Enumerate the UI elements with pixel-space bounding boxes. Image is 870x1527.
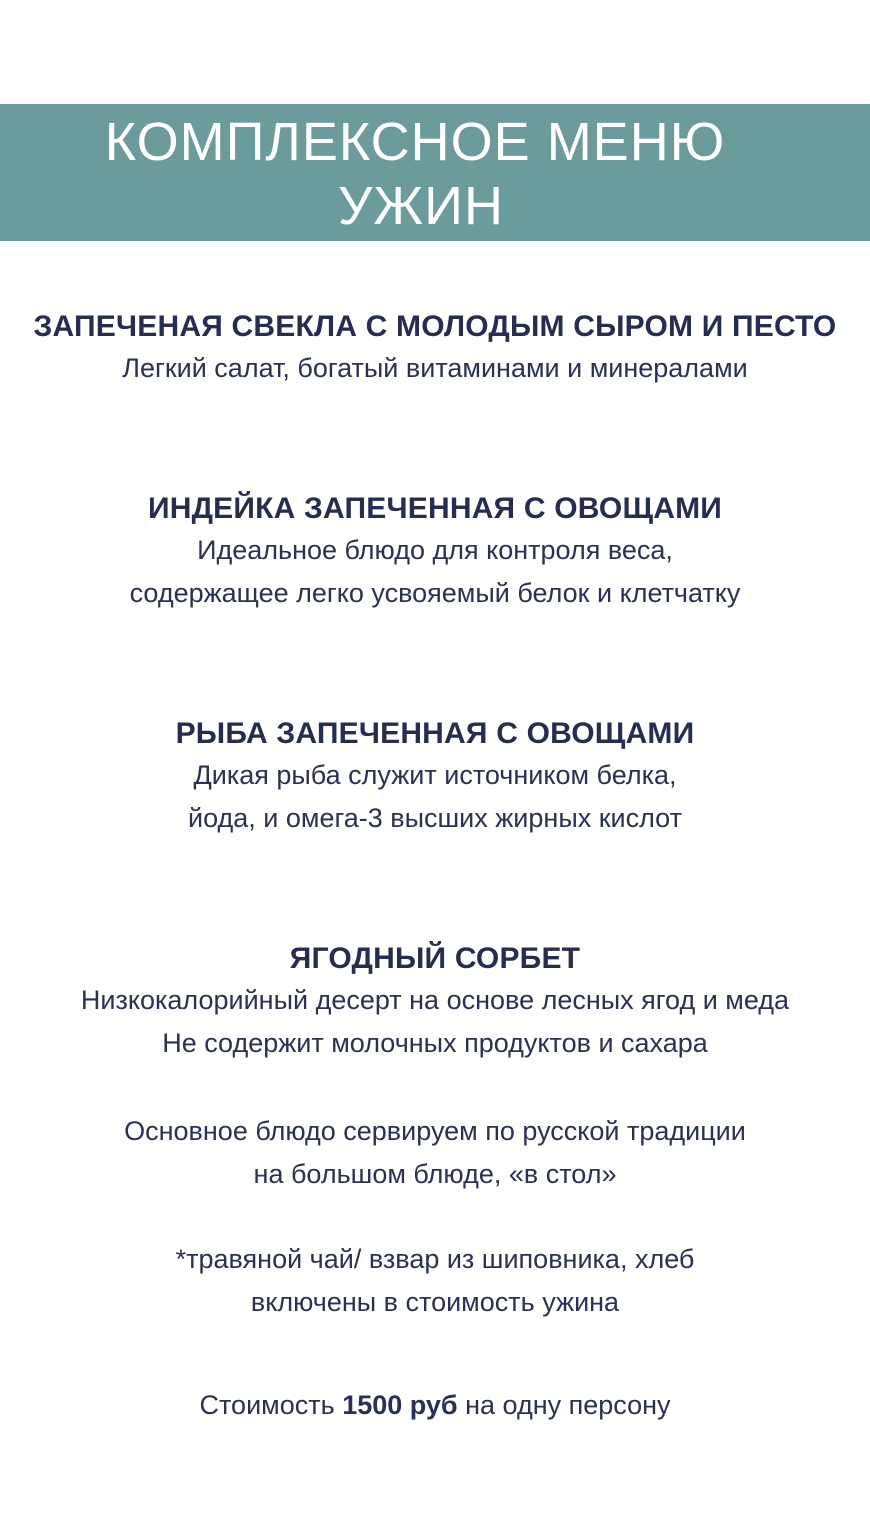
dish-description: Низкокалорийный десерт на основе лесных ягод и меда	[80, 985, 790, 1015]
dish-description: йода, и омега-3 высших жирных кислот	[188, 803, 682, 833]
dish-fish	[0, 714, 870, 840]
price-amount: 1500 руб	[342, 1390, 458, 1420]
price-text	[0, 1384, 870, 1427]
dish-title: ИНДЕЙКА ЗАПЕЧЕННАЯ С ОВОЩАМИ	[147, 492, 723, 525]
menu-subtitle: УЖИН	[338, 176, 504, 236]
dish-title: ЯГОДНЫЙ СОРБЕТ	[289, 942, 581, 975]
price-line	[0, 1384, 870, 1427]
dish-description: Не содержит молочных продуктов и сахара	[162, 1028, 708, 1058]
serving-note-line: на большом блюде, «в стол»	[253, 1159, 617, 1189]
dish-description: Дикая рыба служит источником белка,	[193, 760, 677, 790]
included-note	[0, 1238, 870, 1324]
menu-title: КОМПЛЕКСНОЕ МЕНЮ	[104, 112, 726, 172]
dish-description: содержащее легко усвояемый белок и клетчатку	[129, 578, 741, 608]
dish-berry-sorbet	[0, 939, 870, 1065]
serving-note	[0, 1110, 870, 1196]
dish-description: Легкий салат, богатый витаминами и минералами	[122, 353, 748, 383]
dish-description: Идеальное блюдо для контроля веса,	[197, 535, 673, 565]
dish-title: РЫБА ЗАПЕЧЕННАЯ С ОВОЩАМИ	[175, 717, 695, 750]
included-note-line: *травяной чай/ взвар из шиповника, хлеб	[175, 1244, 695, 1274]
price-prefix: Стоимость	[199, 1390, 343, 1420]
dish-beet-salad	[0, 307, 870, 390]
serving-note-line: Основное блюдо сервируем по русской традиции	[124, 1116, 746, 1146]
dish-turkey	[0, 489, 870, 615]
dish-title: ЗАПЕЧЕНАЯ СВЕКЛА С МОЛОДЫМ СЫРОМ И ПЕСТО	[33, 310, 837, 343]
price-suffix: на одну персону	[457, 1390, 671, 1420]
menu-header-banner	[0, 104, 870, 241]
included-note-line: включены в стоимость ужина	[250, 1287, 620, 1317]
